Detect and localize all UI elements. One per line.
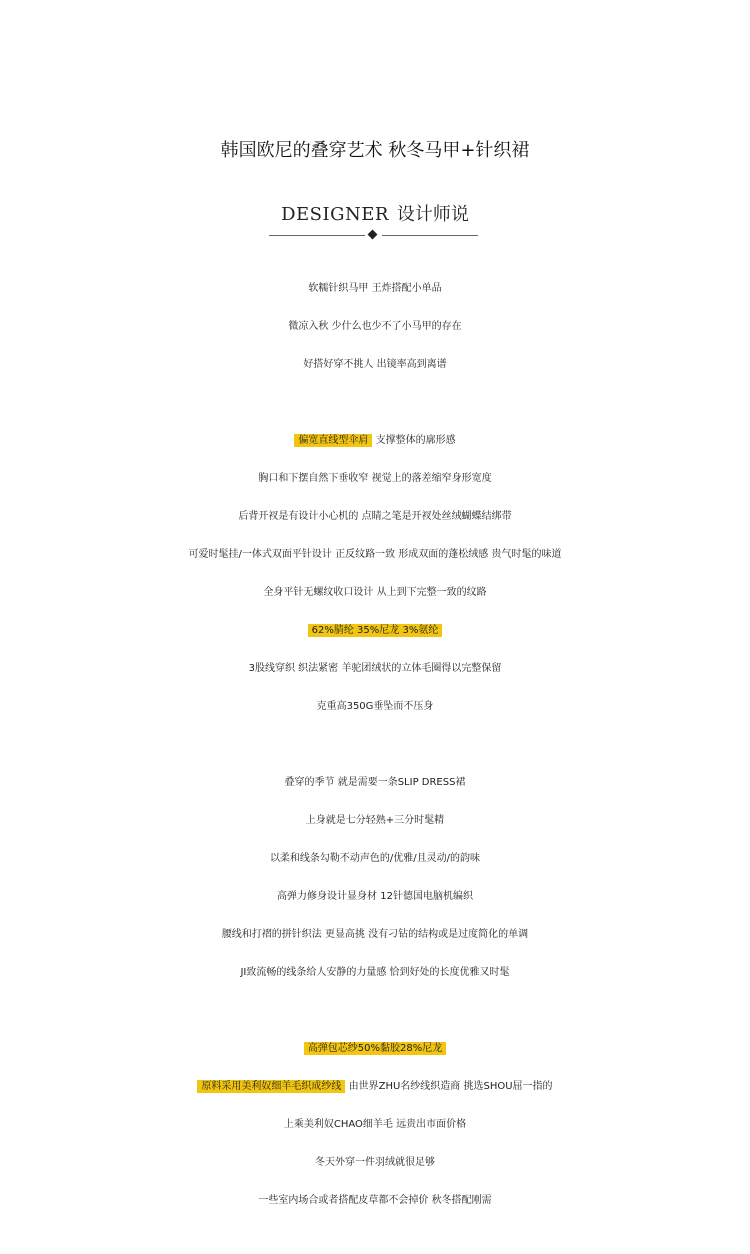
highlighted-text: 高弹包芯纱50%黏胶28%尼龙	[304, 1042, 446, 1055]
line-text: 后背开衩是有设计小心机的 点睛之笔是开衩处丝绒蝴蝶结绑带	[238, 511, 512, 522]
divider-line-left	[269, 235, 365, 236]
text-line	[0, 1039, 750, 1059]
diamond-icon	[368, 230, 378, 240]
designer-heading-cn: 设计师说	[396, 204, 469, 225]
text-line	[0, 279, 750, 299]
text-line	[0, 849, 750, 869]
text-line	[0, 317, 750, 337]
highlighted-text: 原料采用美利奴细羊毛织成纱线	[197, 1080, 345, 1093]
text-line	[0, 773, 750, 793]
text-line	[0, 887, 750, 907]
line-text: 腰线和打褶的拼针织法 更显高挑 没有刁钻的结构或是过度简化的单调	[221, 929, 529, 940]
line-text: JI致流畅的线条给人安静的力量感 恰到好处的长度优雅又时髦	[240, 967, 510, 978]
text-line	[0, 1153, 750, 1173]
divider-line-right	[382, 235, 478, 236]
line-text: 冬天外穿一件羽绒就很足够	[315, 1157, 435, 1168]
line-text: 全身平针无螺纹收口设计 从上到下完整一致的纹路	[263, 587, 487, 598]
line-text: 一些室内场合或者搭配皮草都不会掉价 秋冬搭配刚需	[258, 1195, 492, 1206]
text-line	[0, 1115, 750, 1135]
line-text: 上乘美利奴CHAO细羊毛 远贵出市面价格	[283, 1119, 467, 1130]
line-text: 由世界ZHU名纱线织造商 挑选SHOU屈一指的	[345, 1081, 553, 1092]
line-text: 支撑整体的廓形感	[372, 435, 456, 446]
text-line	[0, 545, 750, 565]
line-text: 微凉入秋 少什么也少不了小马甲的存在	[288, 321, 462, 332]
highlighted-text: 偏宽直线型伞肩	[294, 434, 372, 447]
text-line	[0, 355, 750, 375]
line-text: 高弹力修身设计显身材 12针德国电脑机编织	[277, 891, 473, 902]
line-text: 3股线穿织 织法紧密 羊驼团绒状的立体毛圈得以完整保留	[248, 663, 502, 674]
line-text: 以柔和线条勾勒不动声色的/优雅/且灵动/的韵味	[269, 853, 481, 864]
heading-divider	[269, 235, 478, 236]
line-text: 好搭好穿不挑人 出镜率高到离谱	[303, 359, 447, 370]
text-line	[0, 697, 750, 717]
line-text: 软糯针织马甲 王炸搭配小单品	[308, 283, 442, 294]
line-text: 叠穿的季节 就是需要一条SLIP DRESS裙	[284, 777, 466, 788]
line-text: 胸口和下摆自然下垂收窄 视觉上的落差缩窄身形宽度	[258, 473, 492, 484]
text-line	[0, 621, 750, 641]
highlighted-text: 62%腈纶 35%尼龙 3%氨纶	[308, 624, 443, 637]
line-text: 克重高350G垂坠而不压身	[316, 701, 434, 712]
text-line	[0, 925, 750, 945]
designer-heading	[0, 201, 750, 229]
text-line	[0, 431, 750, 451]
text-line	[0, 469, 750, 489]
text-line	[0, 583, 750, 603]
text-line	[0, 1077, 750, 1097]
text-line	[0, 1191, 750, 1211]
line-text: 上身就是七分轻熟+三分时髦精	[305, 815, 445, 826]
text-line	[0, 659, 750, 679]
text-line	[0, 811, 750, 831]
text-line	[0, 507, 750, 527]
line-text: 可爱时髦挂/一体式双面平针设计 正反纹路一致 形成双面的蓬松绒感 贵气时髦的味道	[188, 549, 562, 560]
text-line	[0, 963, 750, 983]
page-title: 韩国欧尼的叠穿艺术 秋冬马甲+针织裙	[220, 140, 530, 161]
designer-heading-en: DESIGNER	[281, 204, 389, 225]
